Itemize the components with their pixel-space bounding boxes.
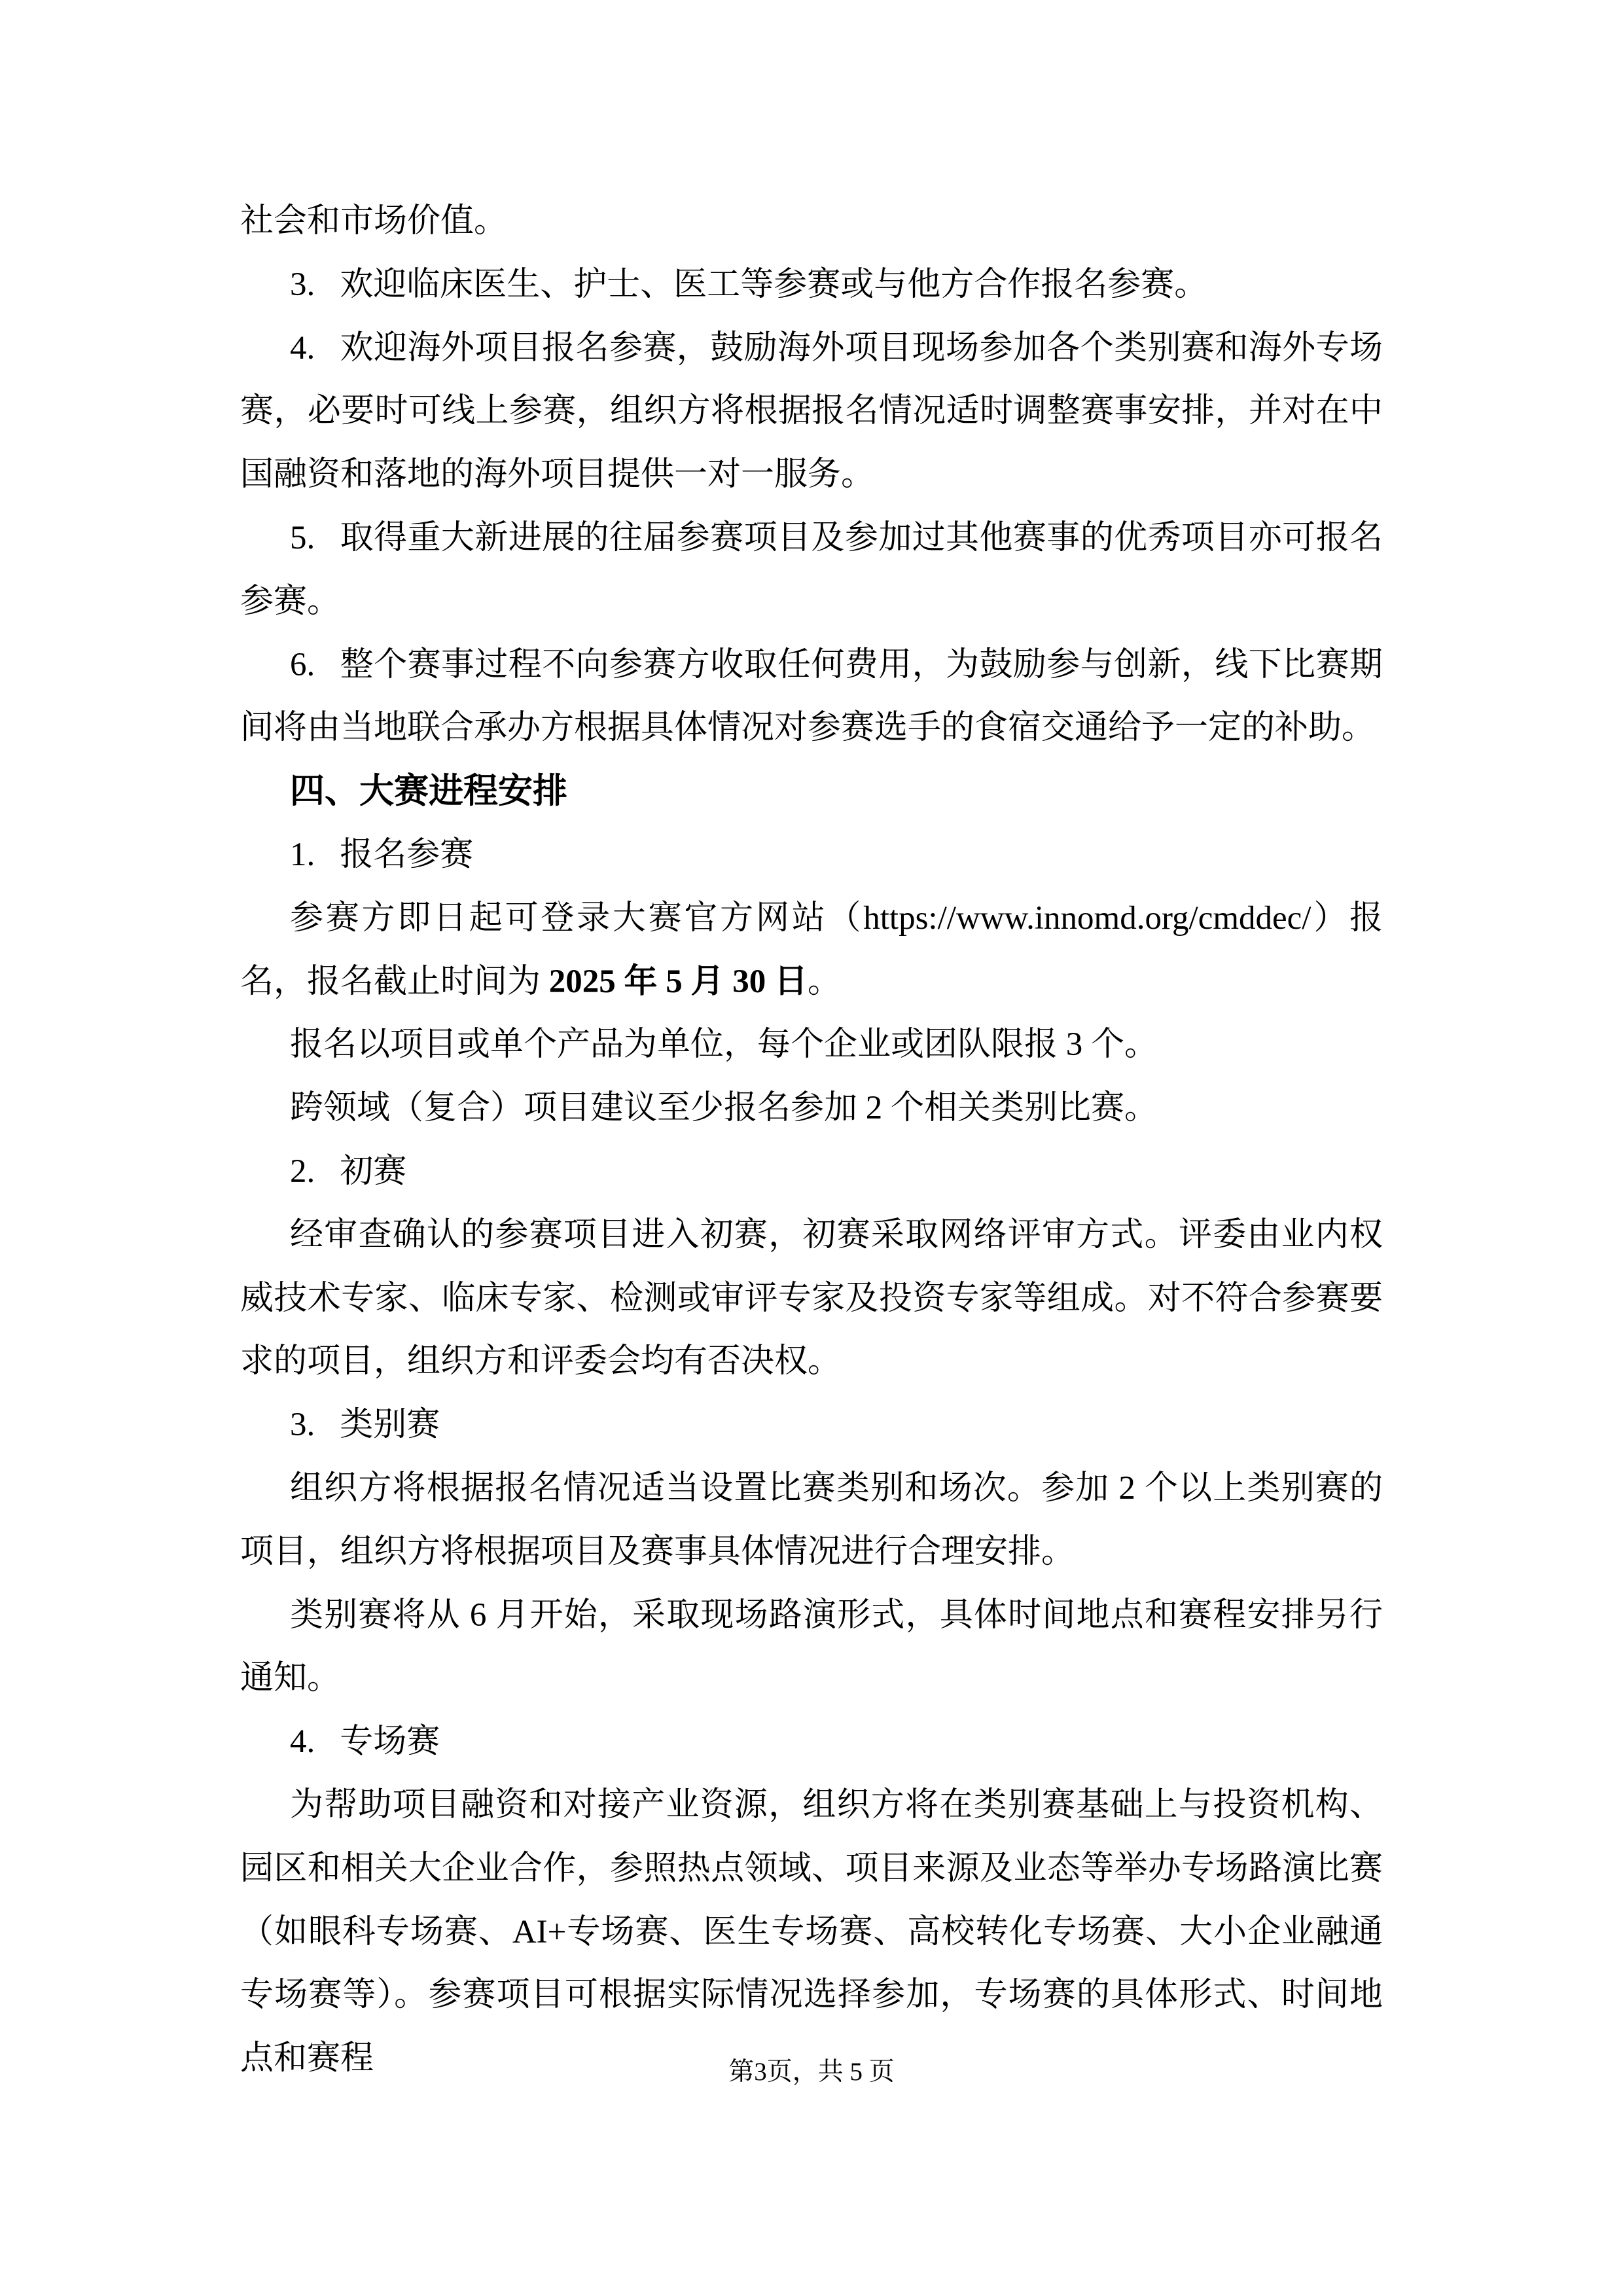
item-number: 3.	[290, 266, 315, 303]
paragraph	[240, 1013, 1383, 1077]
numbered-item	[240, 1710, 1383, 1774]
text-run: 为帮助项目融资和对接产业资源，组织方将在类别赛基础上与投资机构、园区和相关大企业合作，参照热点领域、项目来源及业态等举办专场路演比赛（如眼科专场赛、AI+专场赛、医生专场赛、高校转化专场赛、大小企业融通专场赛等）。参赛项目可根据实际情况选择参加，专场赛的具体形式、时间地点和赛程	[240, 1786, 1383, 2077]
text-run: 。	[808, 963, 842, 1000]
deadline-date: 2025 年 5 月 30 日	[548, 963, 808, 1000]
item-number: 5.	[290, 519, 315, 556]
text-run: 欢迎海外项目报名参赛，鼓励海外项目现场参加各个类别赛和海外专场赛，必要时可线上参赛，组织方将根据报名情况适时调整赛事安排，并对在中国融资和落地的海外项目提供一对一服务。	[240, 329, 1383, 493]
text-run: 四、大赛进程安排	[290, 772, 567, 811]
text-run: 社会和市场价值。	[240, 203, 508, 240]
paragraph	[240, 1774, 1383, 2090]
paragraph	[240, 190, 1383, 253]
document-body	[240, 190, 1383, 2090]
text-run: 类别赛将从 6 月开始，采取现场路演形式，具体时间地点和赛程安排另行通知。	[240, 1596, 1383, 1697]
item-number: 6.	[290, 646, 315, 683]
text-run: 跨领域（复合）项目建议至少报名参加 2 个相关类别比赛。	[290, 1090, 1158, 1127]
text-run: 组织方将根据报名情况适当设置比赛类别和场次。参加 2 个以上类别赛的项目，组织方将根据项目及赛事具体情况进行合理安排。	[240, 1469, 1383, 1570]
item-number: 1.	[290, 836, 315, 873]
section-heading	[240, 760, 1383, 823]
text-run: 初赛	[340, 1153, 407, 1190]
numbered-item	[240, 253, 1383, 317]
text-run: 参赛方即日起可登录大赛官方网站（	[290, 899, 864, 937]
numbered-item	[240, 1140, 1383, 1204]
numbered-item	[240, 634, 1383, 761]
item-number: 3.	[290, 1407, 315, 1444]
text-run: 报名以项目或单个产品为单位，每个企业或团队限报 3 个。	[290, 1026, 1158, 1064]
numbered-item	[240, 317, 1383, 507]
paragraph	[240, 1204, 1383, 1393]
paragraph	[240, 1077, 1383, 1140]
text-run: 报名参赛	[340, 836, 474, 873]
text-run: 取得重大新进展的往届参赛项目及参加过其他赛事的优秀项目亦可报名参赛。	[240, 519, 1383, 620]
numbered-item	[240, 1393, 1383, 1457]
numbered-item	[240, 507, 1383, 634]
text-run: 类别赛	[340, 1407, 440, 1444]
item-number: 4.	[290, 1723, 315, 1761]
numbered-item	[240, 823, 1383, 887]
paragraph	[240, 1584, 1383, 1711]
item-number: 2.	[290, 1153, 315, 1190]
text-run: 整个赛事过程不向参赛方收取任何费用，为鼓励参与创新，线下比赛期间将由当地联合承办方根据具体情况对参赛选手的食宿交通给予一定的补助。	[240, 646, 1383, 747]
text-run: 专场赛	[340, 1723, 440, 1761]
page-number: 第3页，共 5 页	[728, 2058, 895, 2086]
text-run: 经审查确认的参赛项目进入初赛，初赛采取网络评审方式。评委由业内权威技术专家、临床专家、检测或审评专家及投资专家等组成。对不符合参赛要求的项目，组织方和评委会均有否决权。	[240, 1216, 1383, 1380]
paragraph	[240, 887, 1383, 1014]
registration-url: https://www.innomd.org/cmddec/	[863, 899, 1311, 937]
item-number: 4.	[290, 329, 315, 367]
text-run: ）报名，报名截止时间为	[240, 899, 1383, 1000]
page-footer	[0, 2054, 1623, 2090]
text-run: 欢迎临床医生、护士、医工等参赛或与他方合作报名参赛。	[340, 266, 1208, 303]
paragraph	[240, 1457, 1383, 1584]
